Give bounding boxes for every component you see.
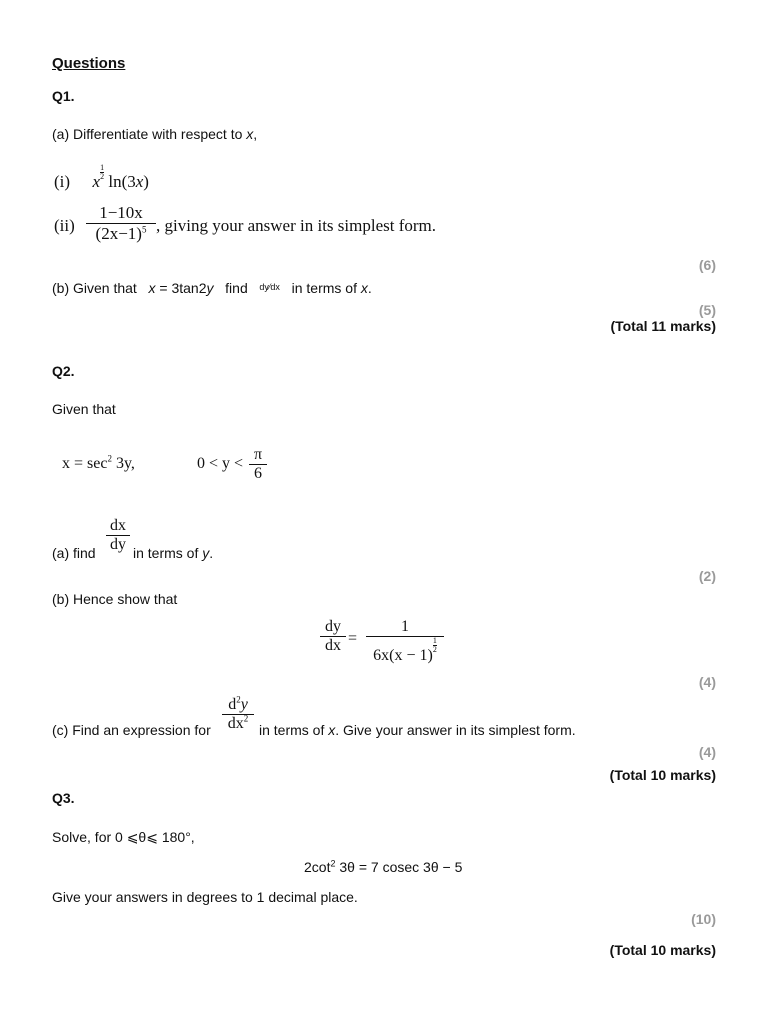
q1-i-log: ln(3 — [108, 172, 136, 191]
q1-ii-text: , giving your answer in its simplest form. — [156, 216, 437, 235]
q1-part-b-eq-y: y — [206, 280, 214, 296]
q2-c-fraction — [222, 696, 254, 733]
q2-c-y: y — [240, 696, 248, 713]
q1-part-a — [52, 126, 257, 142]
q1-i-half-den: 2 — [100, 172, 105, 181]
q2-b-lhs-fraction — [320, 618, 346, 655]
q1-part-b-pre: (b) Given that — [52, 280, 137, 296]
q2-b-equals: = — [348, 630, 358, 647]
q1-part-b-eq-x: x — [148, 280, 156, 296]
q2-a-post-wrap — [133, 545, 213, 561]
q2-b-half-exponent — [433, 637, 437, 654]
q1-part-b-var: x — [360, 280, 368, 296]
q2-range-fraction — [249, 446, 267, 483]
q1-i-expression — [54, 164, 149, 192]
q1-part-a-text: (a) Differentiate with respect to — [52, 126, 243, 142]
q2-b-dx: dx — [325, 637, 341, 654]
q2-mark-b: (4) — [698, 674, 716, 690]
q1-part-a-var: x — [246, 126, 254, 142]
q1-part-b-period: . — [367, 280, 372, 296]
q2-label: Q2. — [52, 363, 75, 379]
q1-i-half-exponent — [100, 164, 104, 181]
q2-c-dx: dx — [227, 715, 244, 732]
q1-part-a-comma: , — [253, 126, 258, 142]
q2-b-one: 1 — [401, 618, 409, 635]
q2-mark-c: (4) — [698, 744, 716, 760]
q3-label: Q3. — [52, 790, 75, 806]
q2-c-tail: . Give your answer in its simplest form. — [335, 722, 576, 738]
q2-given: Given that — [52, 401, 116, 417]
q1-part-b-eq: = 3tan2 — [155, 280, 207, 296]
q2-six: 6 — [254, 465, 262, 482]
q2-a-pre: (a) find — [52, 545, 96, 561]
q2-b-rhs-fraction — [366, 618, 444, 665]
q2-a-period: . — [209, 545, 214, 561]
q2-c-d-sup: 2 — [236, 694, 241, 705]
q2-a-var: y — [202, 545, 210, 561]
q2-c-d: d — [228, 696, 237, 713]
q1-part-b — [52, 280, 372, 296]
q2-b-half-den: 2 — [432, 645, 437, 654]
q1-part-b-find: find — [225, 280, 248, 296]
q1-ii-label: (ii) — [54, 216, 75, 235]
q1-total: (Total 11 marks) — [610, 318, 716, 334]
q3-total: (Total 10 marks) — [609, 942, 716, 958]
q2-pi: π — [253, 446, 263, 463]
q2-mark-a: (2) — [698, 568, 716, 584]
q2-eq-pow: 2 — [107, 453, 112, 464]
q1-ii-power: 5 — [141, 224, 147, 235]
page-title: Questions — [52, 55, 126, 72]
q1-mark-a: (6) — [698, 257, 716, 273]
q1-i-logvar: x — [135, 172, 144, 191]
q2-b-half-num: 1 — [432, 636, 437, 645]
q1-label: Q1. — [52, 88, 75, 104]
q1-part-b-dydx: dy⁄dx — [259, 282, 280, 292]
q2-a-fraction — [106, 517, 130, 554]
q3-eq-post: 3θ = 7 cosec 3θ − 5 — [335, 859, 463, 875]
q2-c-post-wrap — [259, 722, 576, 738]
q2-b-den: 6x(x − 1) — [373, 647, 433, 664]
q1-i-base: x — [92, 172, 101, 191]
q3-eq-pow: 2 — [330, 858, 336, 869]
q1-mark-b: (5) — [698, 302, 716, 318]
q1-ii-numerator: 1−10x — [99, 203, 143, 222]
q2-b-dy: dy — [325, 618, 341, 635]
q3-instruction: Give your answers in degrees to 1 decimal place. — [52, 889, 358, 905]
q2-c-post: in terms of — [259, 722, 325, 738]
q2-total: (Total 10 marks) — [609, 767, 716, 783]
q2-c-dx-sup: 2 — [243, 713, 249, 724]
q1-i-label: (i) — [54, 172, 71, 191]
q1-part-b-post: in terms of — [291, 280, 357, 296]
q2-a-dx: dx — [110, 517, 126, 534]
q2-a-dy: dy — [110, 536, 126, 553]
q3-equation — [304, 859, 462, 875]
q3-eq-pre: 2cot — [304, 859, 331, 875]
q1-i-half-num: 1 — [100, 163, 105, 172]
q2-range: 0 < y < — [197, 455, 244, 472]
q3-solve: Solve, for 0 ⩽θ⩽ 180°, — [52, 829, 195, 845]
q2-c-var: x — [328, 722, 336, 738]
q1-ii-denominator: (2x−1) — [95, 224, 142, 243]
q2-eq-right: 3y, — [111, 455, 135, 472]
q3-mark: (10) — [691, 911, 716, 927]
q2-c-pre: (c) Find an expression for — [52, 722, 211, 738]
q2-b-text: (b) Hence show that — [52, 591, 178, 607]
q2-a-post: in terms of — [133, 545, 199, 561]
q1-i-close: ) — [143, 172, 149, 191]
q2-equation — [62, 455, 135, 473]
q1-ii-fraction — [86, 203, 156, 244]
q2-eq-left: x = sec — [62, 455, 108, 472]
